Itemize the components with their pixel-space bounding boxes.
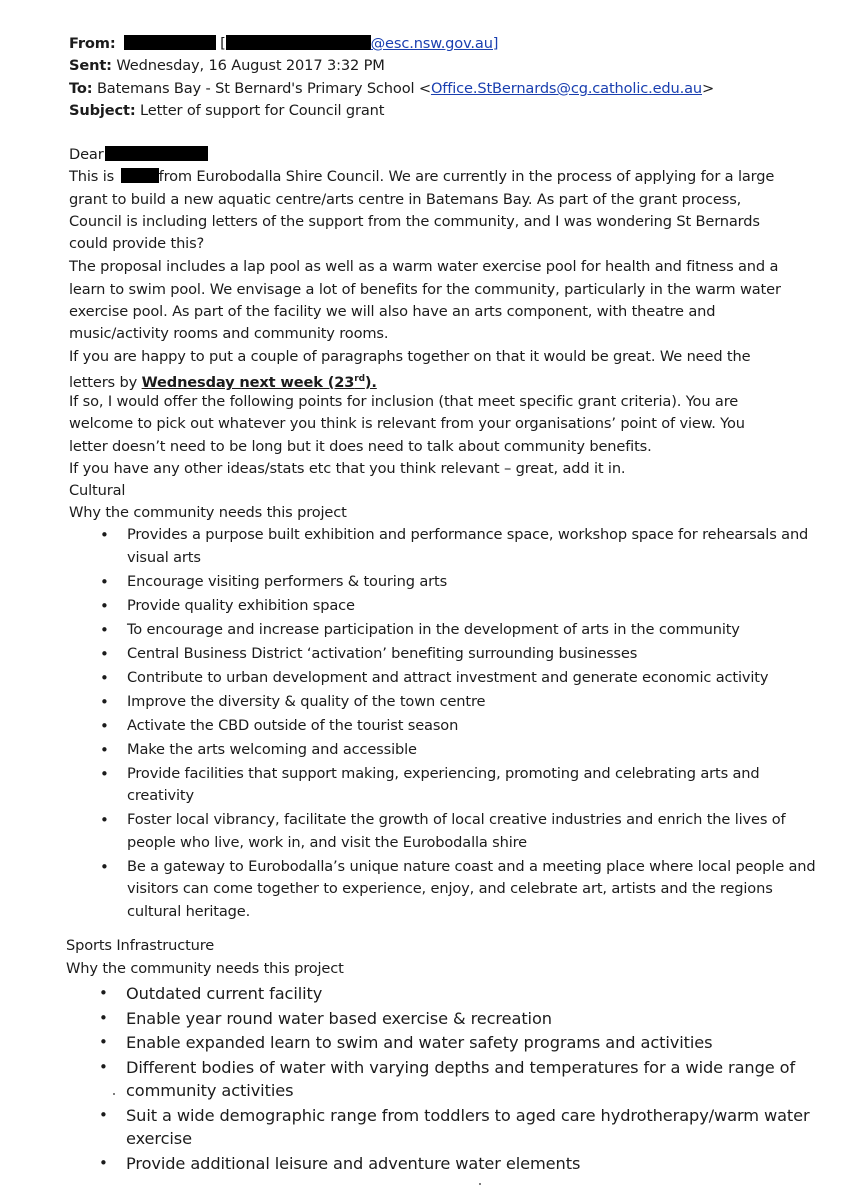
list-item-text: Make the arts welcoming and accessible [127,740,417,758]
list-item [100,571,827,594]
bullet-icon: • [99,1153,108,1172]
bullet-icon: • [99,1106,108,1125]
scan-speck [479,1183,481,1185]
subject-label: Subject: [69,102,136,119]
bullet-icon: • [100,668,109,687]
p5-line1: If you have any other ideas/stats etc that you think relevant – great, add it in. [69,460,626,477]
bullet-icon: • [100,526,109,544]
bullet-icon: • [100,572,109,591]
p1-line1 [69,166,831,189]
p4-line2: welcome to pick out whatever you think is relevant from your organisations’ point of view. You [69,415,745,432]
deadline-sup: rd [354,374,365,384]
list-item [100,763,827,808]
sports-points-list [99,982,826,1177]
list-item-text: Encourage visiting performers & touring arts [127,572,448,590]
list-item [100,619,827,642]
list-item [99,1007,826,1030]
list-item [99,1104,826,1150]
p3-line1: If you are happy to put a couple of paragraphs together on that it would be great. We need the [69,348,751,365]
redaction-from-email [226,35,371,50]
bullet-icon: • [100,692,109,711]
p1-start: This is [69,168,115,185]
bullet-icon: • [99,984,108,1002]
list-item-text: Provide additional leisure and adventure water elements [126,1153,581,1173]
p4-line3: letter doesn’t need to be long but it does need to talk about community benefits. [69,438,652,455]
sports-why: Why the community needs this project [66,960,344,977]
list-item-text: Central Business District ‘activation’ benefiting surrounding businesses [127,644,638,662]
cultural-heading: Cultural [69,482,126,499]
list-item-text: Activate the CBD outside of the tourist season [127,716,459,734]
list-item [100,739,827,762]
p2-line1: The proposal includes a lap pool as well as a warm water exercise pool for health and fitness and a [69,258,779,275]
salutation: Dear [69,146,104,163]
redaction-recipient [105,146,208,161]
list-item-text: Different bodies of water with varying depths and temperatures for a wide range of community activities [126,1058,796,1101]
list-item [100,595,827,618]
bullet-icon: • [99,1033,108,1052]
list-item [100,809,827,854]
p1-line2: grant to build a new aquatic centre/arts centre in Batemans Bay. As part of the grant process, [69,191,742,208]
deadline-end: ). [364,373,377,391]
list-item [100,524,827,569]
list-item [100,691,827,714]
salutation-line [69,144,831,167]
subject-value: Letter of support for Council grant [140,102,385,119]
bullet-icon: • [100,620,109,639]
list-item-text: Contribute to urban development and attract investment and generate economic activity [127,668,769,686]
p1-line1-rest: from Eurobodalla Shire Council. We are currently in the process of applying for a large [158,168,775,185]
sent-value: Wednesday, 16 August 2017 3:32 PM [116,57,385,74]
list-item-text: Provides a purpose built exhibition and performance space, workshop space for rehearsals and visual arts [127,526,809,566]
list-item-text: Outdated current facility [126,984,323,1003]
p1-line3: Council is including letters of the support from the community, and I was wondering St Bernards [69,213,760,230]
p1-line4: could provide this? [69,235,205,252]
list-item-text: Provide quality exhibition space [127,596,355,614]
redaction-from-name [124,35,216,50]
list-item-text: Suit a wide demographic range from toddlers to aged care hydrotherapy/warm water exercise [126,1106,810,1149]
list-item-text: Be a gateway to Eurobodalla’s unique nature coast and a meeting place where local people and visitors can come together to experience, enjoy, and celebrate art, artists and the regions cultural heritage. [127,857,816,920]
sports-heading: Sports Infrastructure [66,937,215,954]
p3-line2-start: letters by [69,373,142,391]
list-item [100,715,827,738]
bullet-icon: • [99,1008,108,1027]
from-line [69,33,831,56]
list-item [99,1031,826,1054]
to-label: To: [69,80,93,97]
bullet-icon: • [100,716,109,735]
list-item-text: Foster local vibrancy, facilitate the growth of local creative industries and enrich the lives of people who live, work in, and visit the Eurobodalla shire [127,811,786,851]
from-email-domain[interactable]: @esc.nsw.gov.au] [370,35,499,52]
p2-line3: exercise pool. As part of the facility we will also have an arts component, with theatre and [69,303,716,320]
list-item-text: Enable year round water based exercise & recreation [126,1008,552,1028]
list-item [99,1056,826,1102]
redaction-sender-name [121,168,159,183]
p4-line1: If so, I would offer the following points for inclusion (that meet specific grant criteria). You are [69,393,739,410]
list-item-text: Provide facilities that support making, experiencing, promoting and celebrating arts and creativity [127,764,760,804]
deadline-main: Wednesday next week (23 [141,373,355,391]
to-value: Batemans Bay - St Bernard's Primary School < [96,80,431,97]
p2-line2: learn to swim pool. We envisage a lot of benefits for the community, particularly in the warm water [69,281,781,298]
list-item [100,667,827,690]
from-bracket-open: [ [220,35,226,52]
sent-line [69,55,831,78]
from-label: From: [69,35,116,52]
bullet-icon: • [99,1058,108,1077]
to-email-link[interactable]: Office.StBernards@cg.catholic.edu.au [430,80,703,97]
list-item [99,1152,826,1175]
to-close: > [702,80,715,97]
list-item [100,856,827,924]
subject-line [69,100,831,123]
scan-speck [113,1093,115,1095]
bullet-icon: • [100,596,109,615]
bullet-icon: • [100,811,109,829]
list-item [99,982,826,1005]
bullet-icon: • [100,644,109,663]
list-item-text: Enable expanded learn to swim and water safety programs and activities [126,1033,713,1053]
list-item-text: To encourage and increase participation in the development of arts in the community [127,620,740,638]
bullet-icon: • [100,740,109,759]
p2-line4: music/activity rooms and community rooms. [69,325,389,342]
deadline [142,374,377,391]
bullet-icon: • [100,857,109,876]
cultural-why: Why the community needs this project [69,504,347,521]
cultural-points-list [100,524,827,925]
sent-label: Sent: [69,57,112,74]
bullet-icon: • [100,764,109,783]
to-line [69,78,831,101]
list-item [100,643,827,666]
list-item-text: Improve the diversity & quality of the town centre [127,692,486,710]
